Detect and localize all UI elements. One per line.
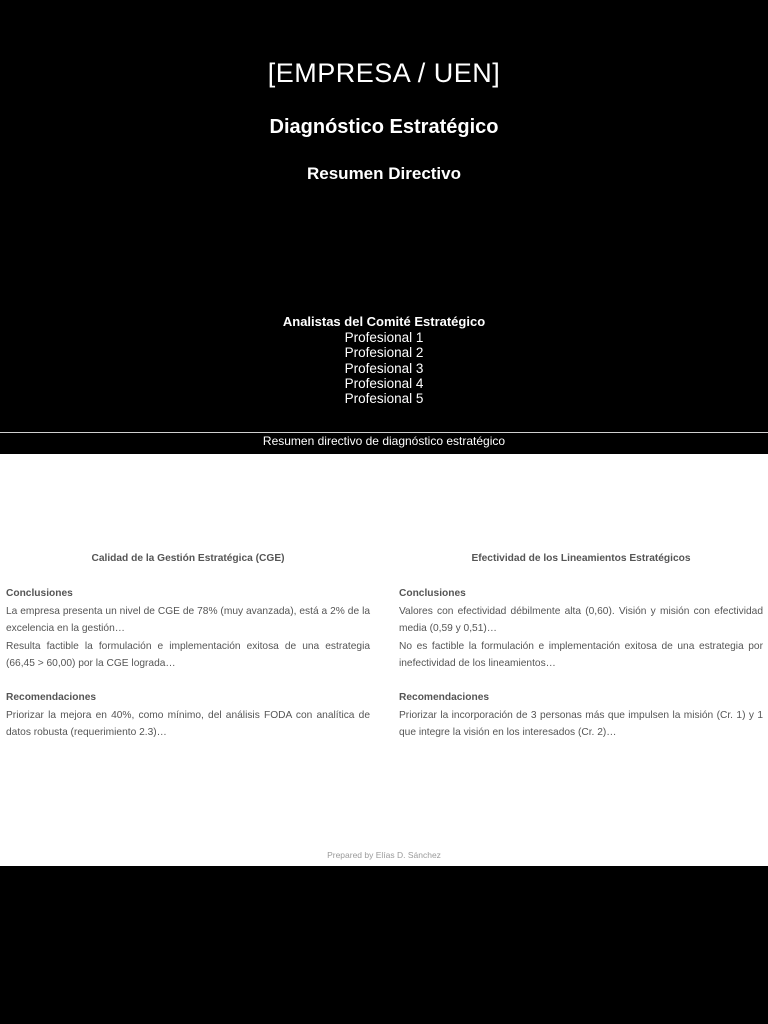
section-spacer [399,672,763,689]
prepared-by-footer: Prepared by Elías D. Sánchez [327,850,441,860]
recommendation-text: Priorizar la mejora en 40%, como mínimo, del análisis FODA con analítica de datos robusta (requerimiento 2.3)… [6,709,370,739]
title-slide [0,0,768,432]
analysts-heading: Analistas del Comité Estratégico [282,314,486,329]
slide-title: Diagnóstico Estratégico [269,116,499,138]
cge-column [6,550,370,742]
conclusions-title: Conclusiones [399,588,466,600]
conclusions-title: Conclusiones [6,588,73,600]
recommendations-title: Recomendaciones [399,692,490,704]
conclusion-text: Valores con efectividad débilmente alta (0,60). Visión y misión con efectividad media (0,59 y 0,51)… [399,605,763,635]
lineamientos-column [399,550,763,742]
conclusion-text: La empresa presenta un nivel de CGE de 78% (muy avanzada), está a 2% de la excelencia en la gestión… [6,605,370,635]
conclusion-text: Resulta factible la formulación e implementación exitosa de una estrategia (66,45 > 60,00) por la CGE lograda… [6,640,370,670]
section-spacer [6,672,370,689]
recommendation-text: Priorizar la incorporación de 3 personas más que impulsen la misión (Cr. 1) y 1 que integre la visión en los interesados (Cr. 2)… [399,709,763,739]
company-name: [EMPRESA / UEN] [267,58,501,88]
slide-subtitle: Resumen Directivo [307,164,461,183]
analyst-item: Profesional 2 [344,345,424,361]
analyst-item: Profesional 3 [344,360,424,376]
column-heading: Calidad de la Gestión Estratégica (CGE) [91,553,285,564]
analyst-item: Profesional 4 [344,375,424,391]
column-heading: Efectividad de los Lineamientos Estratégicos [471,553,691,564]
analysts-block [0,314,768,406]
analyst-item: Profesional 5 [344,391,424,407]
conclusion-text: No es factible la formulación e implementación exitosa de una estrategia por inefectividad de los lineamientos… [399,640,763,670]
summary-header: Resumen directivo de diagnóstico estratégico [0,433,768,454]
recommendations-title: Recomendaciones [6,692,97,704]
summary-slide [0,454,768,866]
analyst-item: Profesional 1 [344,330,424,345]
